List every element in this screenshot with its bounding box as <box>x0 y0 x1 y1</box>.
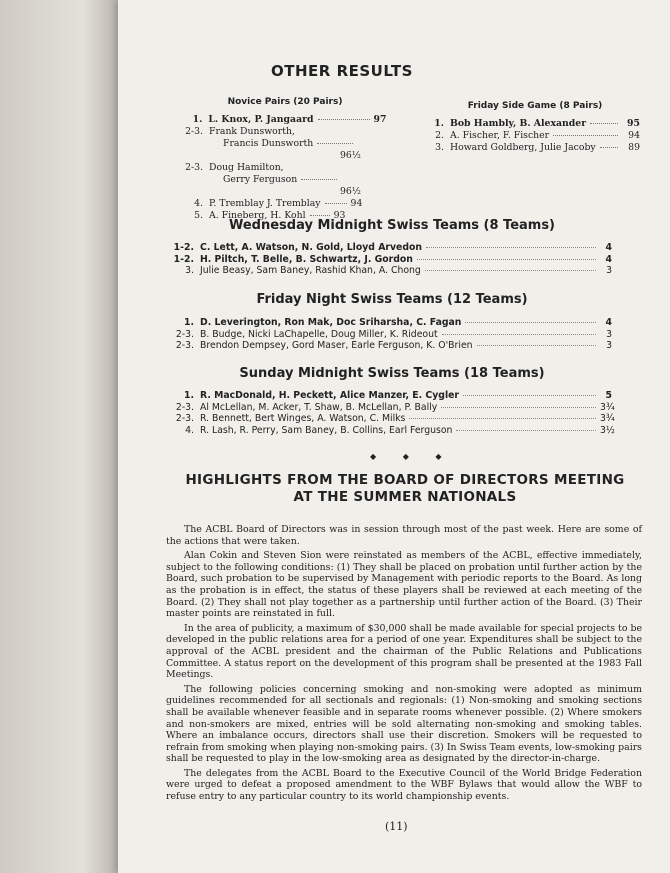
leader-dots <box>409 418 596 419</box>
team-names: B. Budge, Nicki LaChapelle, Doug Miller, K. Rideout <box>200 328 438 340</box>
rank: 1-2. <box>173 242 194 253</box>
score: 5 <box>605 390 612 401</box>
player-names: Francis Dunsworth <box>223 138 314 149</box>
paragraph: The ACBL Board of Directors was in session through most of the past week. Here are some of the actions that were taken. <box>166 524 642 547</box>
result-row <box>175 186 395 198</box>
result-row <box>175 150 395 162</box>
result-row <box>172 413 615 425</box>
result-row <box>172 242 612 254</box>
novice-pairs-heading: Novice Pairs (20 Pairs) <box>227 97 343 107</box>
score: 94 <box>628 130 640 141</box>
score: 4 <box>605 242 612 253</box>
novice-pairs-section <box>175 96 395 222</box>
score: 97 <box>373 114 387 125</box>
leader-dots <box>600 147 618 148</box>
score: 3¾ <box>600 401 615 413</box>
score: 93 <box>333 210 346 221</box>
result-row <box>172 317 612 329</box>
leader-dots <box>553 135 618 136</box>
result-row <box>172 340 612 352</box>
wednesday-swiss-heading: Wednesday Midnight Swiss Teams (8 Teams) <box>228 218 556 233</box>
friday-night-swiss-list <box>172 317 612 352</box>
leader-dots <box>301 179 337 180</box>
player-names: A. Fineberg, H. Kohl <box>209 210 306 221</box>
rank: 2-3. <box>175 340 194 351</box>
result-row <box>172 401 615 414</box>
result-row <box>430 118 640 130</box>
player-names: Doug Hamilton, <box>209 162 284 173</box>
sunday-swiss-list <box>172 390 615 436</box>
team-names: D. Leverington, Ron Mak, Doc Sriharsha, C. Fagan <box>200 317 462 328</box>
sunday-swiss-heading: Sunday Midnight Swiss Teams (18 Teams) <box>239 366 545 381</box>
highlights-heading-line2: AT THE SUMMER NATIONALS <box>293 489 517 505</box>
result-row <box>175 198 395 210</box>
team-names: Brendon Dempsey, Gord Maser, Earle Ferguson, K. O'Brien <box>200 340 473 351</box>
rank: 3. <box>435 142 444 153</box>
player-names: Howard Goldberg, Julie Jacoby <box>450 142 596 153</box>
highlights-body <box>166 524 642 806</box>
rank: 1-2. <box>173 253 194 265</box>
leader-dots <box>441 407 596 408</box>
team-names: C. Lett, A. Watson, N. Gold, Lloyd Arvedon <box>200 242 422 253</box>
team-names: R. MacDonald, H. Peckett, Alice Manzer, E. Cygler <box>200 390 460 401</box>
rank: 1. <box>183 317 194 328</box>
player-names: Gerry Ferguson <box>223 174 298 185</box>
score: 3½ <box>600 424 615 436</box>
player-names: A. Fischer, F. Fischer <box>450 130 550 141</box>
score: 96½ <box>340 150 361 161</box>
friday-side-game-list <box>430 118 640 154</box>
paragraph: The delegates from the ACBL Board to the Executive Council of the World Bridge Federation were urged to defeat a proposed amendment to the WBF Bylaws that would allow the WBF to refuse entry to any particular country to its world championship events. <box>166 767 642 803</box>
player-names: Bob Hambly, B. Alexander <box>450 118 587 129</box>
player-names: P. Tremblay J. Tremblay <box>209 198 321 209</box>
leader-dots <box>425 270 596 271</box>
leader-dots <box>426 247 596 248</box>
novice-pairs-list <box>175 114 395 222</box>
page-title: OTHER RESULTS <box>271 62 413 80</box>
team-names: Julie Beasy, Sam Baney, Rashid Khan, A. Chong <box>200 265 421 276</box>
result-row <box>172 424 615 437</box>
rank: 1. <box>192 114 203 125</box>
score: 3 <box>606 328 612 340</box>
binding-spine <box>0 0 118 873</box>
rank: 4. <box>194 198 203 209</box>
page-number: (11) <box>385 820 408 833</box>
rank: 5. <box>194 210 203 221</box>
wednesday-swiss-list <box>172 242 612 277</box>
result-row <box>175 162 395 174</box>
paragraph: In the area of publicity, a maximum of $30,000 shall be made available for special projects to be developed in the public relations area for a period of one year. Expenditures shall be subject to the approval of the ACBL president and the chairman of the Public Relations and Publications Committee. A status report on the development of this program shall be presented at the 1983 Fall Meetings. <box>166 622 642 681</box>
section-separator: ◆ ◆ ◆ <box>370 452 454 461</box>
result-row <box>172 329 612 341</box>
score: 3 <box>606 340 612 351</box>
player-names: Frank Dunsworth, <box>209 126 295 137</box>
leader-dots <box>317 143 353 144</box>
result-row <box>430 142 640 154</box>
team-names: Al McLellan, M. Acker, T. Shaw, B. McLellan, P. Bally <box>200 401 438 413</box>
friday-side-game-heading: Friday Side Game (8 Pairs) <box>467 101 603 111</box>
team-names: R. Lash, R. Perry, Sam Baney, B. Collins, Earl Ferguson <box>200 424 453 436</box>
leader-dots <box>465 322 596 323</box>
friday-night-swiss-heading: Friday Night Swiss Teams (12 Teams) <box>256 292 528 307</box>
result-row <box>430 130 640 142</box>
score: 4 <box>605 253 612 265</box>
leader-dots <box>325 203 347 204</box>
score: 4 <box>605 317 612 328</box>
score: 96½ <box>340 186 361 197</box>
score: 3¾ <box>600 413 615 424</box>
paragraph: Alan Cokin and Steven Sion were reinstated as members of the ACBL, effective immediately, subject to the following conditions: (1) They shall be placed on probation until further action by the Board, such probation to be supervised by Management with periodic reports to the Board. As long as the probation is in effect, the status of these players shall be reviewed at each meeting of the Board. (2) They shall not play together as a partnership until further action of the Board. (3) Their master points are reinstated in full. <box>166 550 642 620</box>
leader-dots <box>590 123 618 124</box>
result-row <box>175 126 395 138</box>
paragraph: The following policies concerning smoking and non-smoking were adopted as minimum guidelines recommended for all sectionals and regionals: (1) Non-smoking and smoking sections shall be available whenever feasible and in separate rooms whenever possible. (2) Where smokers and non-smokers are mixed, entries will be sold alternating non-smoking and smoking tables. Where an imbalance occurs, directors shall use their discretion. Smokers will be requested to refrain from smoking when playing non-smoking pairs. (3) In Swiss Team events, low-smoking pairs shall be requested to play in the low-smoking area as designated by the director-in-charge. <box>166 683 642 765</box>
highlights-heading <box>170 472 640 506</box>
result-row <box>175 138 395 150</box>
score: 3 <box>606 265 612 276</box>
score: 94 <box>350 198 363 209</box>
rank: 1. <box>183 390 194 401</box>
result-row <box>175 174 395 186</box>
rank: 2-3. <box>185 126 203 137</box>
result-row <box>172 390 612 402</box>
leader-dots <box>456 430 596 431</box>
rank: 2-3. <box>175 401 194 413</box>
team-names: R. Bennett, Bert Winges, A. Watson, C. Milks <box>200 413 406 424</box>
score: 89 <box>628 142 640 153</box>
rank: 2-3. <box>175 328 194 340</box>
rank: 3. <box>185 265 194 276</box>
team-names: H. Piltch, T. Belle, B. Schwartz, J. Gordon <box>200 253 413 265</box>
rank: 4. <box>185 424 194 436</box>
result-row <box>175 114 395 126</box>
result-row <box>172 265 612 277</box>
rank: 2. <box>435 130 444 141</box>
leader-dots <box>442 334 596 335</box>
leader-dots <box>318 119 370 120</box>
rank: 1. <box>434 118 444 129</box>
leader-dots <box>477 345 596 346</box>
leader-dots <box>310 215 330 216</box>
leader-dots <box>463 395 596 396</box>
friday-side-game-section <box>430 100 640 154</box>
result-row <box>172 254 612 266</box>
player-names: L. Knox, P. Jangaard <box>208 114 314 125</box>
rank: 2-3. <box>175 413 194 424</box>
rank: 2-3. <box>185 162 203 173</box>
leader-dots <box>417 259 596 260</box>
score: 95 <box>627 118 640 129</box>
highlights-heading-line1: HIGHLIGHTS FROM THE BOARD OF DIRECTORS MEETING <box>185 472 625 488</box>
